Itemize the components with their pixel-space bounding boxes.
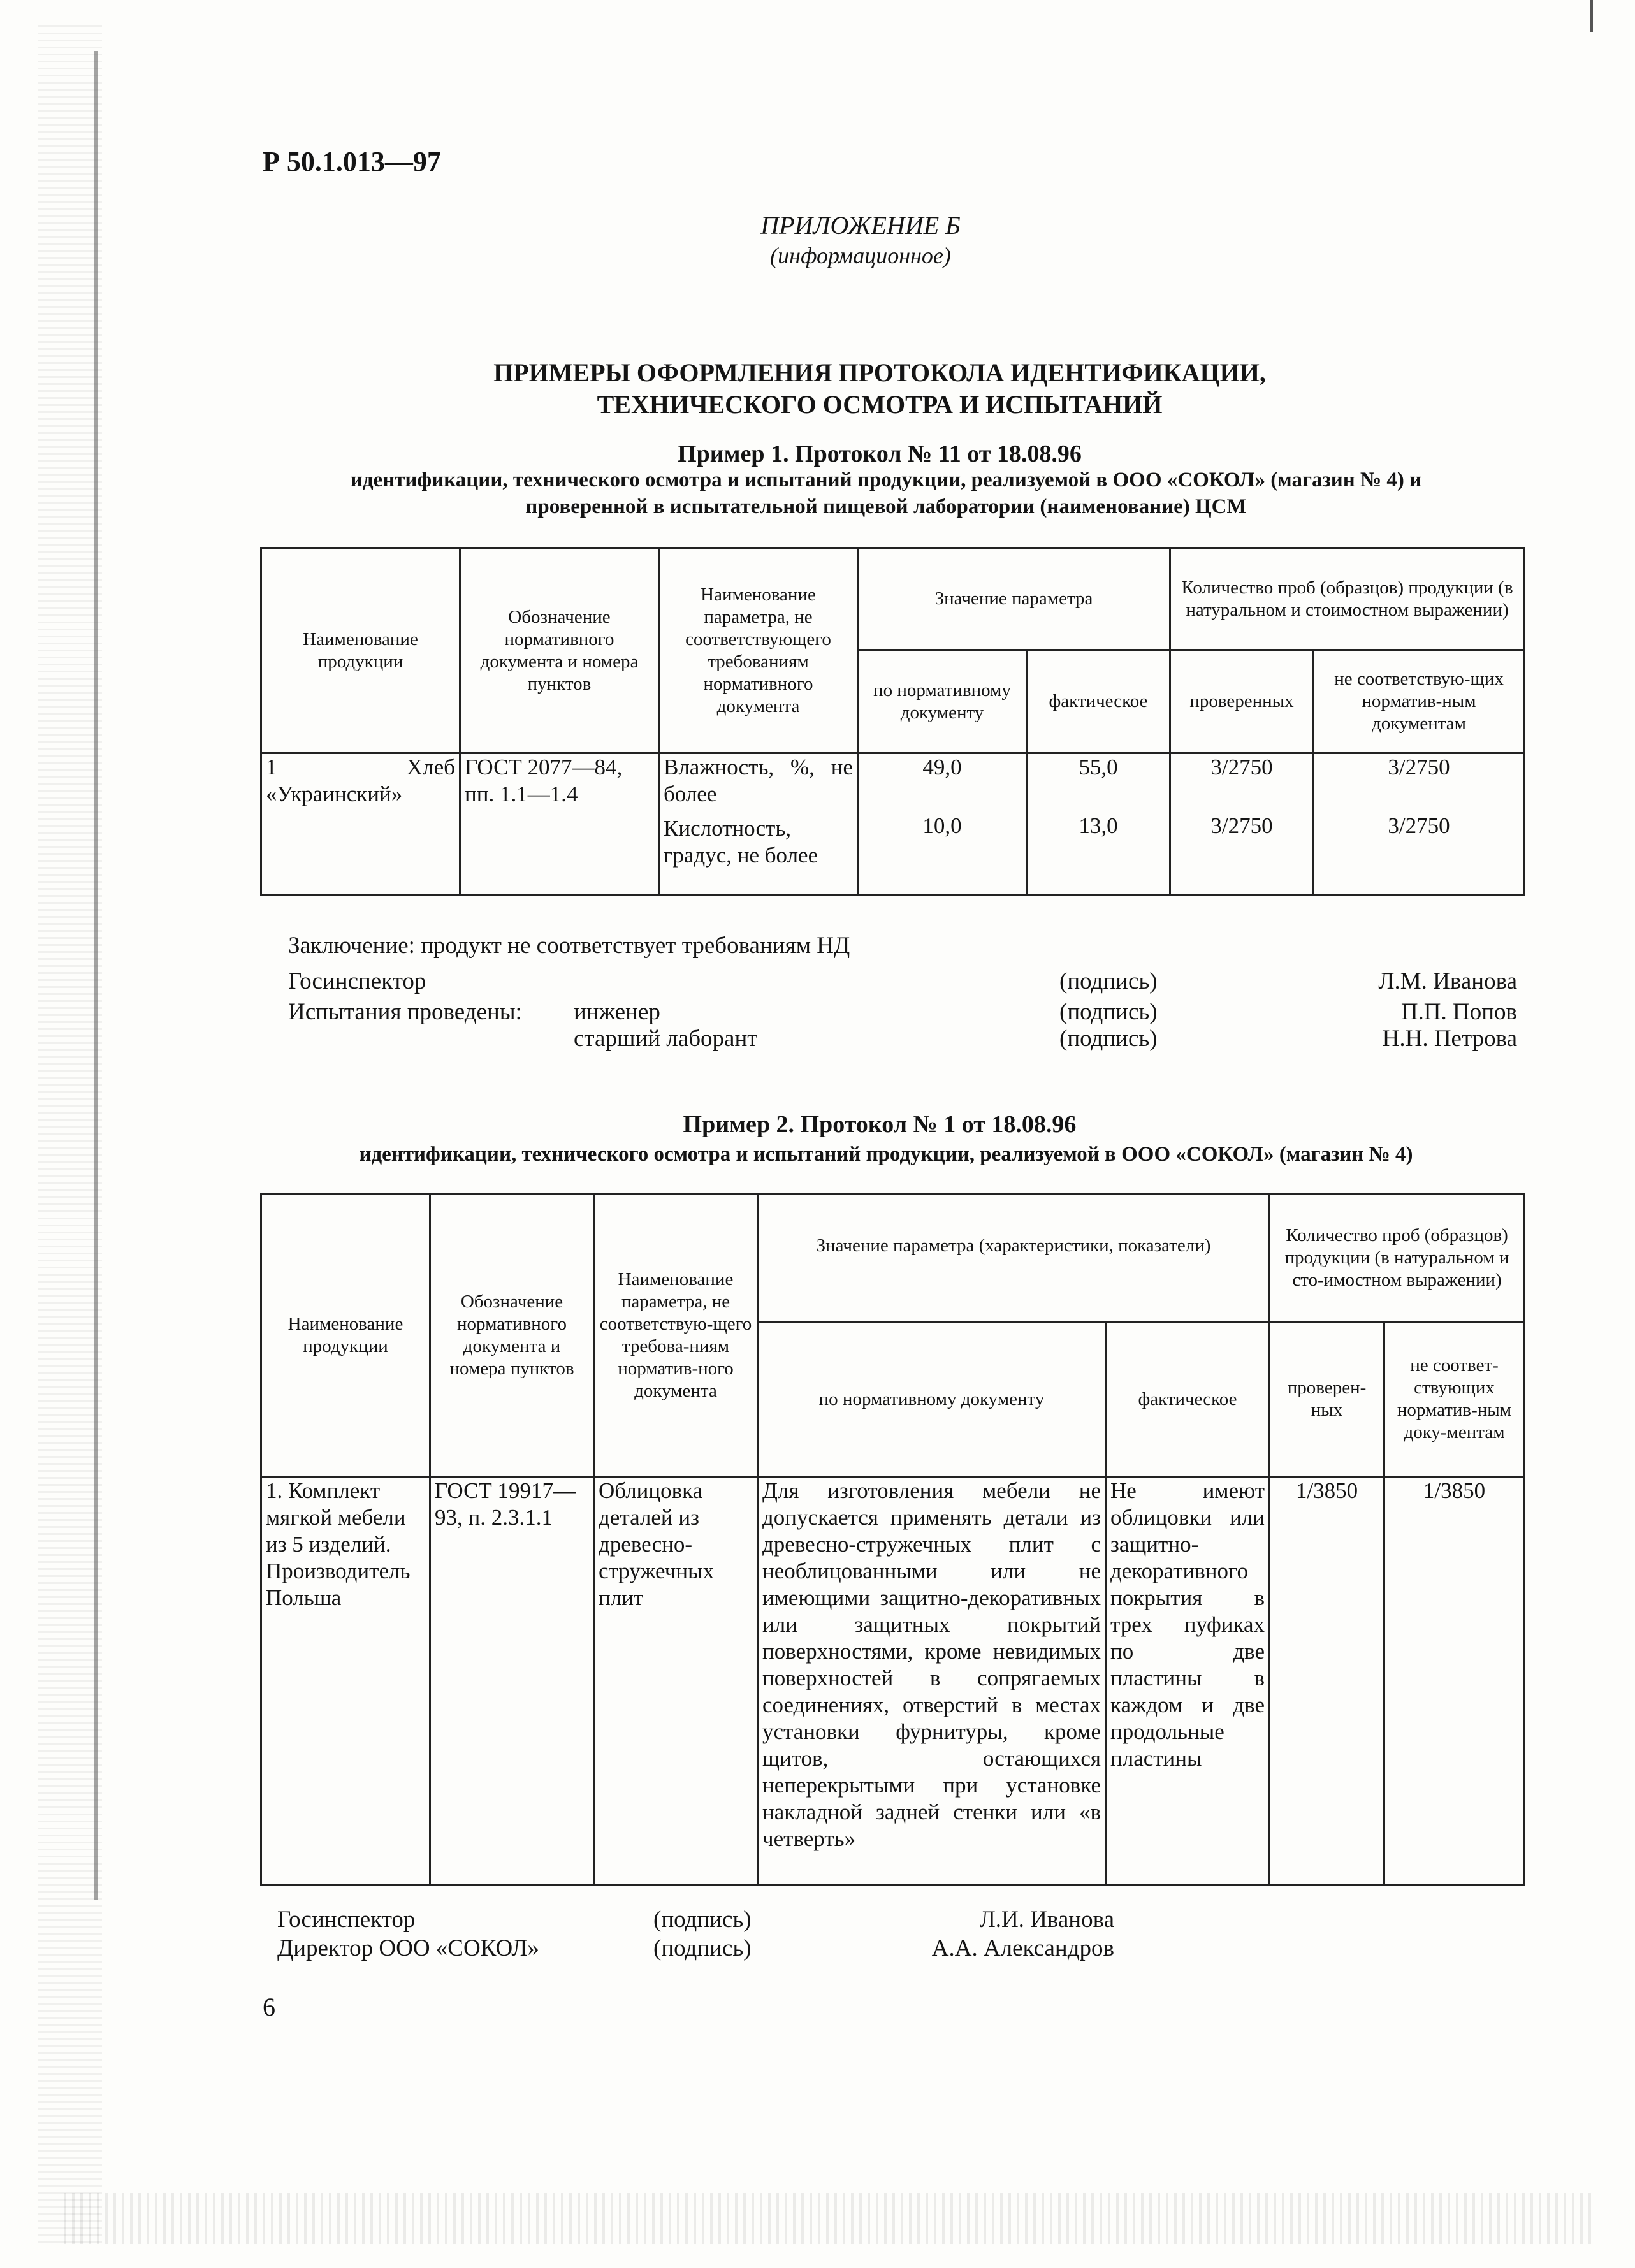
inspector-name: Л.М. Иванова bbox=[1378, 968, 1517, 994]
header-value-actual: фактическое bbox=[1027, 650, 1170, 753]
example1-subtitle-line: идентификации, технического осмотра и испытаний продукции, реализуемой в ООО «СОКОЛ» (магазин № 4) и bbox=[350, 469, 1422, 491]
example1-subtitle bbox=[255, 467, 1517, 520]
scan-edge-line-right bbox=[1590, 0, 1593, 32]
scan-edge-line bbox=[94, 51, 98, 1900]
document-code: Р 50.1.013—97 bbox=[263, 146, 441, 177]
cell-product: 1 Хлеб «Украинский» bbox=[261, 753, 460, 895]
cell-noncompliant-values bbox=[1314, 753, 1525, 895]
header-samples-checked: проверенных bbox=[1170, 650, 1314, 753]
page-number: 6 bbox=[263, 1993, 275, 2021]
director-role: Директор ООО «СОКОЛ» bbox=[277, 1935, 539, 1961]
signature-placeholder: (подпись) bbox=[1059, 968, 1158, 994]
header-parameter: Наименование параметра, не соответствующего требованиям нормативного документа bbox=[659, 548, 858, 753]
cell-norm-values bbox=[858, 753, 1027, 895]
cell-parameters bbox=[659, 753, 858, 895]
example2-table bbox=[260, 1193, 1525, 1886]
cell-actual-values bbox=[1027, 753, 1170, 895]
checked-value: 3/2750 bbox=[1210, 813, 1273, 838]
inspector-role: Госинспектор bbox=[288, 968, 426, 994]
inspector-role: Госинспектор bbox=[277, 1907, 416, 1933]
cell-checked-values bbox=[1170, 753, 1314, 895]
engineer-name: П.П. Попов bbox=[1400, 999, 1517, 1025]
cell-noncompliant: 1/3850 bbox=[1384, 1477, 1525, 1885]
signature-placeholder: (подпись) bbox=[1059, 1026, 1158, 1052]
page-title bbox=[446, 357, 1313, 421]
appendix-title: ПРИЛОЖЕНИЕ Б bbox=[760, 211, 961, 240]
parameter-name: Влажность, %, не более bbox=[664, 755, 853, 806]
header-samples-noncompliant: не соответствую-щих норматив-ным документам bbox=[1314, 650, 1525, 753]
parameter-name: Кислотность, градус, не более bbox=[664, 816, 818, 868]
cell-norm: Для изготовления мебели не допускается применять детали из древесно-стружечных плит с необлицованными или не имеющими защитно-декоративных или защитных покрытий поверхностями, кроме невидимых поверхностей в сопрягаемых соединениях, отверстий в местах установки фурнитуры, кроме щитов, остающихся неперекрытыми при установке накладной задней стенки или «в четверть» bbox=[758, 1477, 1106, 1885]
cell-document: ГОСТ 19917—93, п. 2.3.1.1 bbox=[430, 1477, 594, 1885]
appendix-note: (информационное) bbox=[770, 243, 951, 268]
cell-document: ГОСТ 2077—84, пп. 1.1—1.4 bbox=[460, 753, 659, 895]
header-value-actual: фактическое bbox=[1106, 1322, 1270, 1477]
header-product: Наименование продукции bbox=[261, 548, 460, 753]
norm-value: 49,0 bbox=[922, 755, 962, 780]
signature-placeholder: (подпись) bbox=[653, 1935, 752, 1961]
header-document: Обозначение нормативного документа и номера пунктов bbox=[460, 548, 659, 753]
example1-title: Пример 1. Протокол № 11 от 18.08.96 bbox=[678, 440, 1082, 467]
header-samples: Количество проб (образцов) продукции (в натуральном и сто-имостном выражении) bbox=[1270, 1195, 1525, 1322]
checked-value: 3/2750 bbox=[1210, 755, 1273, 780]
header-value: Значение параметра (характеристики, показатели) bbox=[758, 1195, 1270, 1322]
lab-role: старший лаборант bbox=[574, 1026, 758, 1052]
example1-subtitle-line: проверенной в испытательной пищевой лаборатории (наименование) ЦСМ bbox=[525, 495, 1247, 518]
engineer-role: инженер bbox=[574, 999, 660, 1025]
inspector-name: Л.И. Иванова bbox=[979, 1907, 1114, 1933]
signature-placeholder: (подпись) bbox=[653, 1907, 752, 1933]
header-samples-noncompliant: не соответ-ствующих норматив-ным доку-ментам bbox=[1384, 1322, 1525, 1477]
header-value-norm: по нормативному документу bbox=[858, 650, 1027, 753]
actual-value: 13,0 bbox=[1079, 813, 1118, 838]
conclusion: Заключение: продукт не соответствует требованиям НД bbox=[288, 933, 850, 959]
signature-placeholder: (подпись) bbox=[1059, 999, 1158, 1025]
header-samples-checked: проверен-ных bbox=[1270, 1322, 1384, 1477]
page-title-line: ТЕХНИЧЕСКОГО ОСМОТРА И ИСПЫТАНИЙ bbox=[597, 390, 1163, 419]
page-title-line: ПРИМЕРЫ ОФОРМЛЕНИЯ ПРОТОКОЛА ИДЕНТИФИКАЦИИ, bbox=[493, 358, 1266, 387]
noncompliant-value: 3/2750 bbox=[1388, 813, 1450, 838]
noncompliant-value: 3/2750 bbox=[1388, 755, 1450, 780]
scan-noise-bottom bbox=[64, 2193, 1594, 2244]
example1-table bbox=[260, 547, 1525, 896]
tests-label: Испытания проведены: bbox=[288, 999, 522, 1025]
header-document: Обозначение нормативного документа и номера пунктов bbox=[430, 1195, 594, 1477]
example2-subtitle: идентификации, технического осмотра и испытаний продукции, реализуемой в ООО «СОКОЛ» (магазин № 4) bbox=[359, 1143, 1413, 1166]
cell-actual: Не имеют облицовки или защитно-декоративного покрытия в трех пуфиках по две пластины в каждом и две продольные пластины bbox=[1106, 1477, 1270, 1885]
header-value-norm: по нормативному документу bbox=[758, 1322, 1106, 1477]
lab-name: Н.Н. Петрова bbox=[1382, 1026, 1517, 1052]
cell-product: 1. Комплект мягкой мебели из 5 изделий. Производитель Польша bbox=[261, 1477, 430, 1885]
norm-value: 10,0 bbox=[922, 813, 962, 838]
header-samples: Количество проб (образцов) продукции (в натуральном и стоимостном выражении) bbox=[1170, 548, 1525, 650]
header-parameter: Наименование параметра, не соответствую-щего требова-ниям норматив-ного документа bbox=[594, 1195, 758, 1477]
actual-value: 55,0 bbox=[1079, 755, 1118, 780]
cell-parameter: Облицовка деталей из древесно-стружечных плит bbox=[594, 1477, 758, 1885]
table-row bbox=[261, 1477, 1525, 1885]
header-value: Значение параметра bbox=[858, 548, 1170, 650]
cell-checked: 1/3850 bbox=[1270, 1477, 1384, 1885]
header-product: Наименование продукции bbox=[261, 1195, 430, 1477]
director-name: А.А. Александров bbox=[931, 1935, 1114, 1961]
example2-title: Пример 2. Протокол № 1 от 18.08.96 bbox=[683, 1111, 1077, 1138]
table-row bbox=[261, 753, 1525, 895]
scan-noise-left bbox=[38, 25, 102, 2244]
